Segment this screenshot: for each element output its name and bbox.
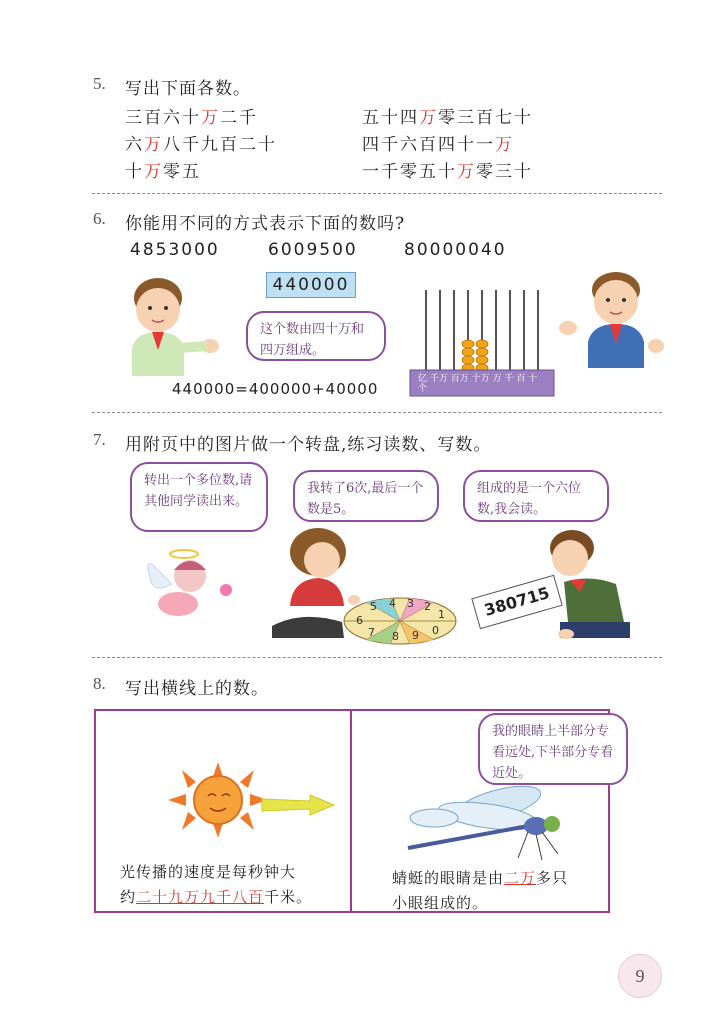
sun-illustration — [168, 762, 268, 838]
spinner-digit: 0 — [432, 624, 439, 637]
separator — [92, 193, 662, 194]
spinner-digit: 6 — [356, 614, 363, 627]
q7-prompt: 用附页中的图片做一个转盘,练习读数、写数。 — [125, 435, 492, 455]
abacus-labels: 亿 千万 百万 十万 万 千 百 十 个 — [418, 374, 538, 394]
q5-number: 5. — [93, 74, 106, 93]
q8-left-answer: 二十九万九千八百 — [136, 888, 265, 906]
dragonfly-illustration — [408, 784, 568, 864]
q5-prompt: 写出下面各数。 — [125, 79, 251, 99]
q5-left-2: 六万八千九百二十 — [125, 135, 277, 155]
spinner-digit: 2 — [424, 600, 431, 613]
q8-prompt: 写出横线上的数。 — [125, 679, 269, 699]
boy-illustration-left — [128, 278, 238, 378]
q5-right-1: 五十四万零三百七十 — [362, 108, 533, 128]
boy-illustration-writing — [540, 526, 640, 646]
separator — [92, 412, 662, 413]
q6-equation: 440000=400000+40000 — [172, 380, 379, 398]
q6-number-3: 80000040 — [404, 240, 507, 260]
spinner-digit: 9 — [412, 629, 419, 642]
q6-number-1: 4853000 — [130, 240, 220, 260]
q8-speech-bubble: 我的眼睛上半部分专看远处,下半部分专看近处。 — [478, 713, 628, 785]
q6-speech-bubble: 这个数由四十万和四万组成。 — [246, 311, 386, 361]
q5-left-1: 三百六十万二千 — [125, 108, 258, 128]
q8-right-text: 蜻蜓的眼睛是由二万多只 小眼组成的。 — [392, 869, 569, 912]
separator — [92, 657, 662, 658]
spinner-digit: 4 — [389, 597, 396, 610]
arrow-icon — [262, 793, 334, 817]
q8-left-text: 光传播的速度是每秒钟大 约二十九万九千八百千米。 — [120, 863, 313, 906]
q6-prompt: 你能用不同的方式表示下面的数吗? — [125, 214, 406, 234]
spinner-digit: 8 — [392, 630, 399, 643]
q7-speech-bubble-1: 转出一个多位数,请其他同学读出来。 — [130, 462, 268, 532]
q8-right-answer: 二万 — [504, 869, 537, 887]
spinner-digit: 5 — [370, 600, 377, 613]
q8-number: 8. — [93, 674, 106, 693]
q5-right-2: 四千六百四十一万 — [362, 135, 514, 155]
spinner-digit: 3 — [407, 597, 414, 610]
spinner-digit: 1 — [438, 608, 445, 621]
q7-number: 7. — [93, 430, 106, 449]
q6-number: 6. — [93, 209, 106, 228]
number-card: 380715 — [471, 575, 562, 629]
q6-boxed-number: 440000 — [266, 272, 356, 298]
q7-speech-bubble-3: 组成的是一个六位数,我会读。 — [463, 470, 609, 522]
boy-illustration-right — [558, 272, 668, 372]
page-number: 9 — [618, 954, 662, 998]
q5-right-3: 一千零五十万零三十 — [362, 162, 533, 182]
angel-illustration — [138, 548, 234, 628]
q6-number-2: 6009500 — [268, 240, 358, 260]
spinner-digit: 7 — [368, 626, 375, 639]
q5-left-3: 十万零五 — [125, 162, 201, 182]
q7-speech-bubble-2: 我转了6次,最后一个数是5。 — [293, 470, 439, 522]
